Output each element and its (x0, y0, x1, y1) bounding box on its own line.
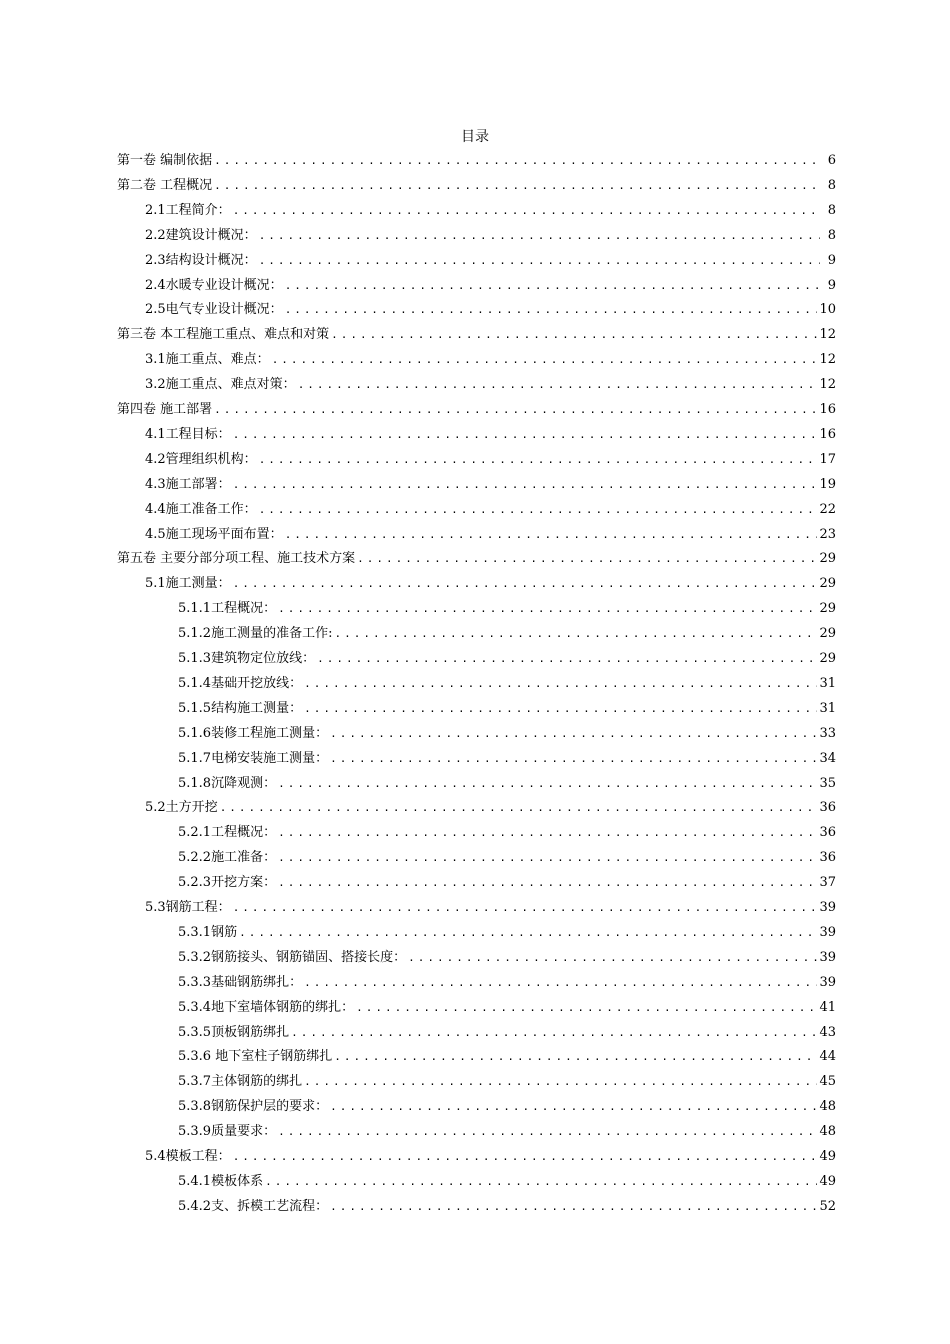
toc-entry-label: 5.4.2支、拆模工艺流程： (178, 1199, 329, 1214)
toc-leader-dots (278, 872, 817, 894)
toc-leader-dots (278, 822, 817, 844)
toc-entry-label: 2.2建筑设计概况： (145, 228, 257, 243)
toc-page-number: 37 (819, 875, 836, 890)
toc-entry[interactable] (178, 1046, 836, 1068)
toc-entry-label: 5.1.4基础开挖放线： (178, 676, 303, 691)
toc-entry[interactable] (178, 1071, 836, 1093)
toc-leader-dots (239, 922, 817, 944)
toc-page-number: 41 (819, 1000, 836, 1015)
toc-leader-dots (285, 524, 818, 546)
toc-page-number: 12 (819, 352, 836, 367)
toc-entry[interactable] (178, 1196, 836, 1218)
toc-page-number: 19 (819, 477, 836, 492)
toc-page-number: 39 (819, 950, 836, 965)
toc-entry[interactable] (145, 299, 836, 321)
toc-entry[interactable] (117, 175, 836, 197)
toc-entry[interactable] (145, 1146, 836, 1168)
toc-entry-label: 第二卷 工程概况 (117, 178, 213, 193)
toc-entry-label: 2.1工程简介： (145, 203, 231, 218)
toc-entry[interactable] (145, 275, 836, 297)
toc-leader-dots (298, 374, 818, 396)
toc-entry-label: 第四卷 施工部署 (117, 402, 213, 417)
toc-entry-label: 5.3.7主体钢筋的绑扎 (178, 1074, 303, 1089)
toc-entry[interactable] (178, 847, 836, 869)
toc-page-number: 36 (819, 825, 836, 840)
toc-leader-dots (334, 1046, 817, 1068)
toc-page-number: 45 (819, 1074, 836, 1089)
toc-title: 目录 (461, 129, 489, 145)
toc-entry[interactable] (178, 1121, 836, 1143)
toc-entry-label: 5.1.6装修工程施工测量： (178, 726, 329, 741)
toc-page-number: 16 (819, 402, 836, 417)
toc-leader-dots (233, 573, 818, 595)
toc-entry-label: 4.1工程目标： (145, 427, 231, 442)
toc-leader-dots (278, 773, 817, 795)
toc-entry[interactable] (145, 897, 836, 919)
toc-entry[interactable] (117, 548, 836, 570)
toc-entry[interactable] (178, 1022, 836, 1044)
toc-page-number: 39 (819, 900, 836, 915)
toc-entry-label: 第一卷 编制依据 (117, 153, 213, 168)
toc-page-number: 36 (819, 800, 836, 815)
toc-leader-dots (330, 748, 817, 770)
toc-entry[interactable] (145, 374, 836, 396)
toc-leader-dots (214, 150, 820, 172)
toc-leader-dots (233, 200, 820, 222)
toc-entry[interactable] (145, 225, 836, 247)
toc-page-number: 12 (819, 327, 836, 342)
toc-leader-dots (214, 175, 820, 197)
toc-entry-label: 5.2.3开挖方案： (178, 875, 277, 890)
toc-entry-label: 5.3.5顶板钢筋绑扎 (178, 1025, 290, 1040)
toc-page-number: 29 (819, 626, 836, 641)
toc-entry[interactable] (145, 524, 836, 546)
toc-leader-dots (265, 1171, 817, 1193)
toc-entry[interactable] (178, 997, 836, 1019)
toc-entry-label: 2.3结构设计概况： (145, 253, 257, 268)
toc-leader-dots (259, 499, 818, 521)
toc-entry[interactable] (117, 399, 836, 421)
toc-page-number: 29 (819, 551, 836, 566)
toc-entry-label: 3.1施工重点、难点： (145, 352, 270, 367)
toc-page-number: 39 (819, 925, 836, 940)
toc-entry[interactable] (145, 499, 836, 521)
toc-entry[interactable] (178, 723, 836, 745)
toc-entry-label: 5.4.1模板体系 (178, 1174, 264, 1189)
toc-entry-label: 5.3.8钢筋保护层的要求： (178, 1099, 329, 1114)
toc-page-number: 8 (827, 178, 836, 193)
toc-entry[interactable] (178, 648, 836, 670)
toc-entry[interactable] (117, 324, 836, 346)
toc-page-number: 8 (827, 203, 836, 218)
toc-entry[interactable] (178, 922, 836, 944)
toc-entry[interactable] (145, 250, 836, 272)
toc-page-number: 31 (819, 676, 836, 691)
toc-page-number: 22 (819, 502, 836, 517)
toc-entry[interactable] (145, 797, 836, 819)
toc-entry[interactable] (178, 773, 836, 795)
toc-leader-dots (330, 723, 817, 745)
toc-leader-dots (259, 449, 818, 471)
toc-page-number: 10 (819, 302, 836, 317)
toc-page-number: 34 (819, 751, 836, 766)
toc-page-number: 29 (819, 601, 836, 616)
toc-page-number: 31 (819, 701, 836, 716)
toc-entry-label: 5.3.2钢筋接头、钢筋锚固、搭接长度： (178, 950, 407, 965)
toc-leader-dots (285, 275, 820, 297)
toc-entry-label: 5.3.6 地下室柱子钢筋绑扎 (178, 1049, 333, 1064)
toc-entry-label: 5.1.5结构施工测量： (178, 701, 303, 716)
toc-entry-label: 5.3.3基础钢筋绑扎： (178, 975, 303, 990)
toc-leader-dots (291, 1022, 817, 1044)
toc-leader-dots (357, 548, 817, 570)
toc-entry-label: 4.2管理组织机构： (145, 452, 257, 467)
toc-leader-dots (214, 399, 817, 421)
toc-entry-label: 第三卷 本工程施工重点、难点和对策 (117, 327, 330, 342)
toc-page-number: 35 (819, 776, 836, 791)
toc-leader-dots (233, 474, 818, 496)
toc-entry[interactable] (178, 947, 836, 969)
toc-entry[interactable] (145, 424, 836, 446)
toc-leader-dots (330, 1096, 817, 1118)
toc-leader-dots (259, 250, 820, 272)
toc-entry-label: 5.1.8沉降观测： (178, 776, 277, 791)
toc-entry[interactable] (178, 623, 836, 645)
toc-entry-label: 5.3.4地下室墙体钢筋的绑扎： (178, 1000, 355, 1015)
toc-page-number: 23 (819, 527, 836, 542)
toc-entry-label: 4.4施工准备工作： (145, 502, 257, 517)
toc-leader-dots (304, 972, 817, 994)
toc-entry[interactable] (117, 150, 836, 172)
toc-entry-label: 5.1.2施工测量的准备工作: (178, 626, 333, 641)
toc-page-number: 6 (827, 153, 836, 168)
toc-entry-label: 5.4模板工程： (145, 1149, 231, 1164)
toc-page-number: 44 (819, 1049, 836, 1064)
toc-entry[interactable] (145, 200, 836, 222)
toc-page-number: 17 (819, 452, 836, 467)
toc-entry-label: 5.3钢筋工程： (145, 900, 231, 915)
toc-entry-label: 5.1施工测量： (145, 576, 231, 591)
toc-entry-label: 2.5电气专业设计概况： (145, 302, 283, 317)
toc-leader-dots (317, 648, 817, 670)
toc-entry-label: 3.2施工重点、难点对策： (145, 377, 296, 392)
toc-entry-label: 4.5施工现场平面布置： (145, 527, 283, 542)
toc-leader-dots (278, 1121, 817, 1143)
toc-entry-label: 2.4水暖专业设计概况： (145, 278, 283, 293)
toc-leader-dots (304, 673, 817, 695)
toc-leader-dots (233, 897, 818, 919)
toc-entry[interactable] (178, 1096, 836, 1118)
toc-entry-label: 5.3.1钢筋 (178, 925, 238, 940)
toc-leader-dots (278, 598, 817, 620)
toc-entry-label: 5.3.9质量要求： (178, 1124, 277, 1139)
toc-leader-dots (259, 225, 820, 247)
toc-entry-label: 5.1.1工程概况： (178, 601, 277, 616)
toc-page-number: 49 (819, 1174, 836, 1189)
toc-leader-dots (356, 997, 817, 1019)
toc-leader-dots (285, 299, 818, 321)
toc-entry-label: 5.1.3建筑物定位放线： (178, 651, 316, 666)
toc-entry-label: 5.1.7电梯安装施工测量： (178, 751, 329, 766)
toc-entry[interactable] (145, 474, 836, 496)
toc-leader-dots (278, 847, 817, 869)
toc-page-number: 49 (819, 1149, 836, 1164)
toc-entry-label: 4.3施工部署： (145, 477, 231, 492)
toc-entry-label: 5.2.1工程概况： (178, 825, 277, 840)
toc-entry-label: 5.2土方开挖 (145, 800, 218, 815)
toc-entry[interactable] (178, 822, 836, 844)
toc-entry[interactable] (178, 1171, 836, 1193)
toc-page-number: 16 (819, 427, 836, 442)
toc-page-number: 9 (827, 278, 836, 293)
toc-entry[interactable] (178, 598, 836, 620)
toc-leader-dots (331, 324, 817, 346)
toc-page-number: 9 (827, 253, 836, 268)
toc-page-number: 52 (819, 1199, 836, 1214)
toc-leader-dots (233, 1146, 818, 1168)
toc-entry[interactable] (178, 673, 836, 695)
toc-leader-dots (220, 797, 818, 819)
toc-entry[interactable] (178, 748, 836, 770)
toc-leader-dots (334, 623, 817, 645)
toc-page-number: 48 (819, 1099, 836, 1114)
toc-page-number: 12 (819, 377, 836, 392)
toc-page-number: 48 (819, 1124, 836, 1139)
toc-leader-dots (233, 424, 818, 446)
toc-entry[interactable] (145, 349, 836, 371)
toc-leader-dots (330, 1196, 817, 1218)
toc-page-number: 8 (827, 228, 836, 243)
toc-entry[interactable] (178, 972, 836, 994)
toc-entry-label: 5.2.2施工准备： (178, 850, 277, 865)
toc-page-number: 29 (819, 651, 836, 666)
toc-entry[interactable] (178, 698, 836, 720)
toc-entry-label: 第五卷 主要分部分项工程、施工技术方案 (117, 551, 356, 566)
toc-entry[interactable] (145, 449, 836, 471)
toc-page-number: 33 (819, 726, 836, 741)
toc-leader-dots (304, 698, 817, 720)
toc-page-number: 29 (819, 576, 836, 591)
toc-page-number: 39 (819, 975, 836, 990)
toc-leader-dots (272, 349, 818, 371)
toc-entry[interactable] (145, 573, 836, 595)
toc-leader-dots (304, 1071, 817, 1093)
toc-leader-dots (408, 947, 817, 969)
toc-page-number: 36 (819, 850, 836, 865)
toc-page-number: 43 (819, 1025, 836, 1040)
toc-entry[interactable] (178, 872, 836, 894)
